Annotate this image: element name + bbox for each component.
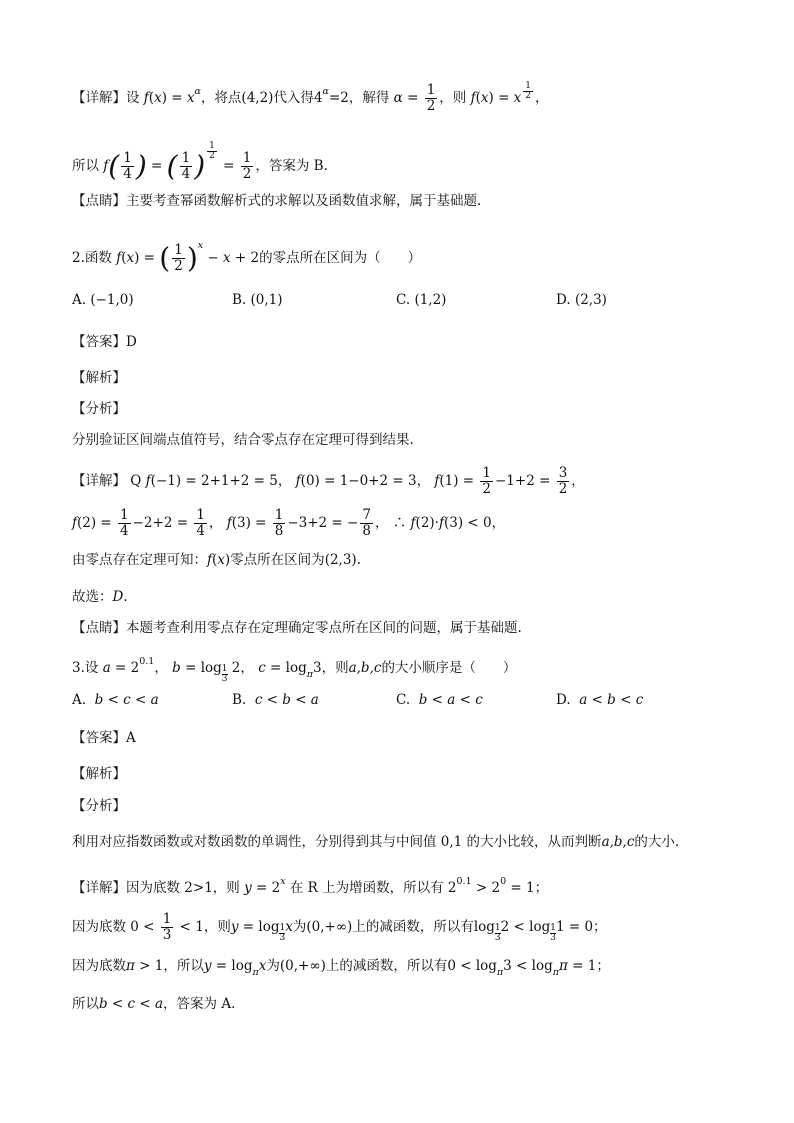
math-expression: f(3) = $\frac{1}{8}$ −3+2 = − $\frac{7}{8}$	[226, 507, 371, 539]
math-expression: f( $\frac{1}{4}$ ) = ( $\frac{1}{4}$ ) $^{\frac{1}{2}}$ = $\frac{1}{2}$	[103, 141, 252, 183]
math-expression: b = log $\frac{1}{3}$ 2	[172, 660, 241, 684]
q1-comment: 【点睛】主要考查幂函数解析式的求解以及函数值求解，属于基础题.	[72, 193, 482, 209]
q2-detail-line1: 【详解】 Q f(−1) = 2+1+2 = 5， f(0) = 1−0+2 = 3， f(1) = $\frac{1}{2}$ −1+2 = $\frac{3}{2}$ ，	[72, 465, 585, 497]
math-expression: $f(x) = x^\alpha$	[143, 86, 201, 106]
q3-conclusion: 所以b < c < a，答案为 A.	[72, 996, 236, 1012]
option-c: C. b < a < c	[396, 692, 483, 708]
option-a: A. b < c < a	[72, 692, 159, 708]
option-b: B. c < b < a	[232, 692, 319, 708]
q3-stem: 3.设 $a = 2^{0.1}$， b = log $\frac{1}{3}$ 2， $c = \log_\pi 3$，则a,b,c的大小顺序是（ ）	[72, 656, 517, 684]
math-expression: f(2) = $\frac{1}{4}$ −2+2 = $\frac{1}{4}$	[72, 507, 205, 539]
math-expression: $a = 2^{0.1}$	[102, 656, 155, 676]
math-expression: (4,2)	[241, 90, 274, 106]
math-expression: $0 < \log_\pi 3 < \log_\pi\pi = 1$	[447, 958, 597, 978]
q1-conclusion: 所以 f( $\frac{1}{4}$ ) = ( $\frac{1}{4}$ ) $^{\frac{1}{2}}$ = $\frac{1}{2}$ ，答案为 B.	[72, 141, 328, 183]
math-expression: $4^\alpha$	[313, 86, 329, 106]
math-expression: Q f(−1) = 2+1+2 = 5	[130, 473, 278, 489]
q3-detail-line2: 因为底数 0 < $\frac{1}{3}$ < 1，则y = log $\frac{1}{3}$ x为(0,+∞)上的减函数，所以有log $\frac{1}{3}$ 2 < log $\frac{1}{3}$ 1 = 0；	[72, 911, 607, 943]
math-expression: f(x) = x $^{\frac{1}{2}}$	[470, 81, 532, 106]
q3-analysis-tag: 【解析】	[72, 766, 126, 782]
math-expression: f(x) = ( $\frac{1}{2}$ )$^x$ − x + 2	[116, 240, 260, 275]
q3-fenxi-tag: 【分析】	[72, 798, 126, 814]
section-tag-detail: 【详解】	[72, 90, 126, 106]
q2-answer: 【答案】D	[72, 334, 137, 350]
math-expression: f(0) = 1−0+2 = 3	[295, 473, 417, 489]
q2-stem: 2.函数 f(x) = ( $\frac{1}{2}$ )$^x$ − x + 2的零点所在区间为（ ）	[72, 240, 422, 275]
option-c: C. (1,2)	[396, 292, 447, 308]
q1-detail-line1: 【详解】设 $f(x) = x^\alpha$，将点(4,2)代入得$4^\alpha=2$，解得 α = $\frac{1}{2}$ ，则 f(x) = x $^{\frac{1}{2}}$ ，	[72, 81, 549, 114]
math-expression: $c = \log_\pi 3$	[258, 660, 322, 680]
q3-fenxi-text: 利用对应指数函数或对数函数的单调性，分别得到其与中间值 0,1 的大小比较，从而判断a,b,c的大小.	[72, 834, 680, 850]
math-expression: $y = 2^x$	[244, 876, 286, 896]
math-expression: (2,3).	[324, 552, 361, 568]
math-expression: (0,+∞)	[279, 958, 326, 974]
math-expression: ∴ f(2)·f(3) < 0	[392, 515, 492, 531]
q2-analysis-tag: 【解析】	[72, 370, 126, 386]
math-expression: a,b,c	[348, 660, 382, 676]
option-d: D. a < b < c	[556, 692, 644, 708]
q3-detail-line1: 【详解】因为底数 2>1，则 $y = 2^x$ 在 R 上为增函数，所以有 $2^{0.1} > 2^0 = 1$；	[72, 876, 549, 896]
math-expression: $2^{0.1} > 2^0 = 1$	[447, 876, 535, 896]
math-expression: f(x)	[207, 552, 231, 568]
math-expression: α = $\frac{1}{2}$	[393, 82, 436, 114]
section-tag-comment: 【点睛】	[72, 193, 126, 209]
math-expression: π > 1	[126, 958, 164, 974]
math-expression: log $\frac{1}{3}$ 2 < log $\frac{1}{3}$ 1 = 0	[473, 919, 594, 943]
q3-answer: 【答案】A	[72, 730, 136, 746]
q3-detail-line3: 因为底数π > 1，所以$y = \log_\pi x$为(0,+∞)上的减函数，所以有$0 < \log_\pi 3 < \log_\pi\pi = 1$；	[72, 958, 610, 978]
option-d: D. (2,3)	[556, 292, 607, 308]
option-a: A. (−1,0)	[72, 292, 134, 308]
math-expression: 0 < $\frac{1}{3}$ < 1	[130, 911, 204, 943]
math-expression: y = log $\frac{1}{3}$ x	[230, 919, 293, 943]
q2-fenxi-text: 分别验证区间端点值符号，结合零点存在定理可得到结果.	[72, 432, 414, 448]
math-expression: $y = \log_\pi x$	[203, 958, 267, 978]
math-expression: a,b,c	[601, 834, 635, 850]
math-expression: b < c < a	[99, 996, 164, 1012]
option-b: B. (0,1)	[232, 292, 283, 308]
math-expression: (0,+∞)	[306, 919, 353, 935]
q2-by-theorem: 由零点存在定理可知：f(x)零点所在区间为(2,3).	[72, 552, 361, 568]
q2-detail-line2: f(2) = $\frac{1}{4}$ −2+2 = $\frac{1}{4}$ ， f(3) = $\frac{1}{8}$ −3+2 = − $\frac{7}{8}$ ， ∴ f(2)·f(3) < 0，	[72, 507, 506, 539]
section-tag-answer: 【答案】	[72, 334, 126, 350]
q2-fenxi-tag: 【分析】	[72, 401, 126, 417]
math-expression: f(1) = $\frac{1}{2}$ −1+2 = $\frac{3}{2}$	[434, 465, 568, 497]
q2-comment: 【点睛】本题考查利用零点存在定理确定零点所在区间的问题，属于基础题.	[72, 620, 522, 636]
q2-choose: 故选：D.	[72, 589, 128, 605]
